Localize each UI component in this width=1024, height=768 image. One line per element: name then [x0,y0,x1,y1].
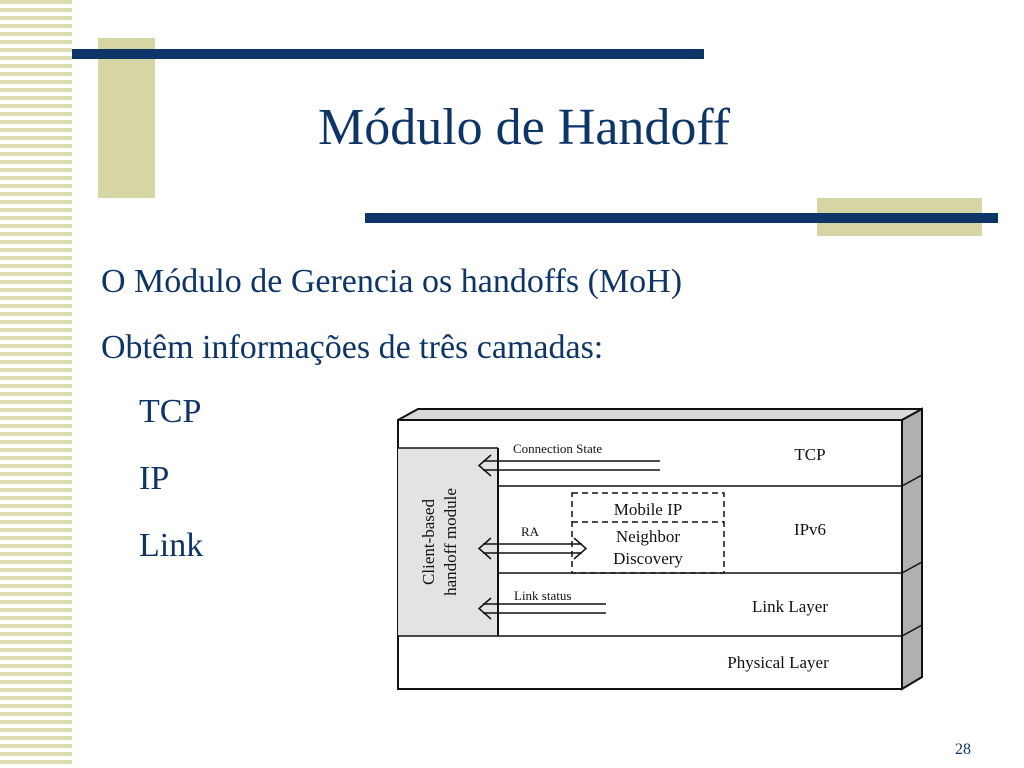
discovery-label: Discovery [613,549,683,568]
diagram-top-face [398,409,922,420]
page-number: 28 [955,741,971,758]
sublist-item-link: Link [139,527,204,564]
diagram-side-face [902,409,922,689]
module-label-line1: Client-based [419,499,438,585]
title-bottom-rule [365,213,998,223]
sublist-item-ip: IP [139,460,170,497]
sublist-item-tcp: TCP [139,393,202,430]
signal-connection-state: Connection State [513,441,603,456]
layer-link: Link Layer [752,597,828,616]
title-deco-block [98,38,155,198]
neighbor-label: Neighbor [615,527,681,546]
layer-physical: Physical Layer [727,653,829,672]
mobile-ip-label: Mobile IP [613,500,683,519]
left-stripe-decoration [0,0,72,768]
body-line-2: Obtêm informações de três camadas: [101,329,604,366]
module-label-line2: handoff module [441,488,460,596]
layer-tcp: TCP [794,445,826,464]
title-top-rule [72,49,704,59]
signal-link-status: Link status [514,588,572,603]
layer-ipv6: IPv6 [793,520,827,539]
handoff-architecture-diagram [390,403,930,696]
signal-ra: RA [521,524,540,539]
body-line-1: O Módulo de Gerencia os handoffs (MoH) [101,263,683,300]
slide-title: Módulo de Handoff [318,99,731,156]
